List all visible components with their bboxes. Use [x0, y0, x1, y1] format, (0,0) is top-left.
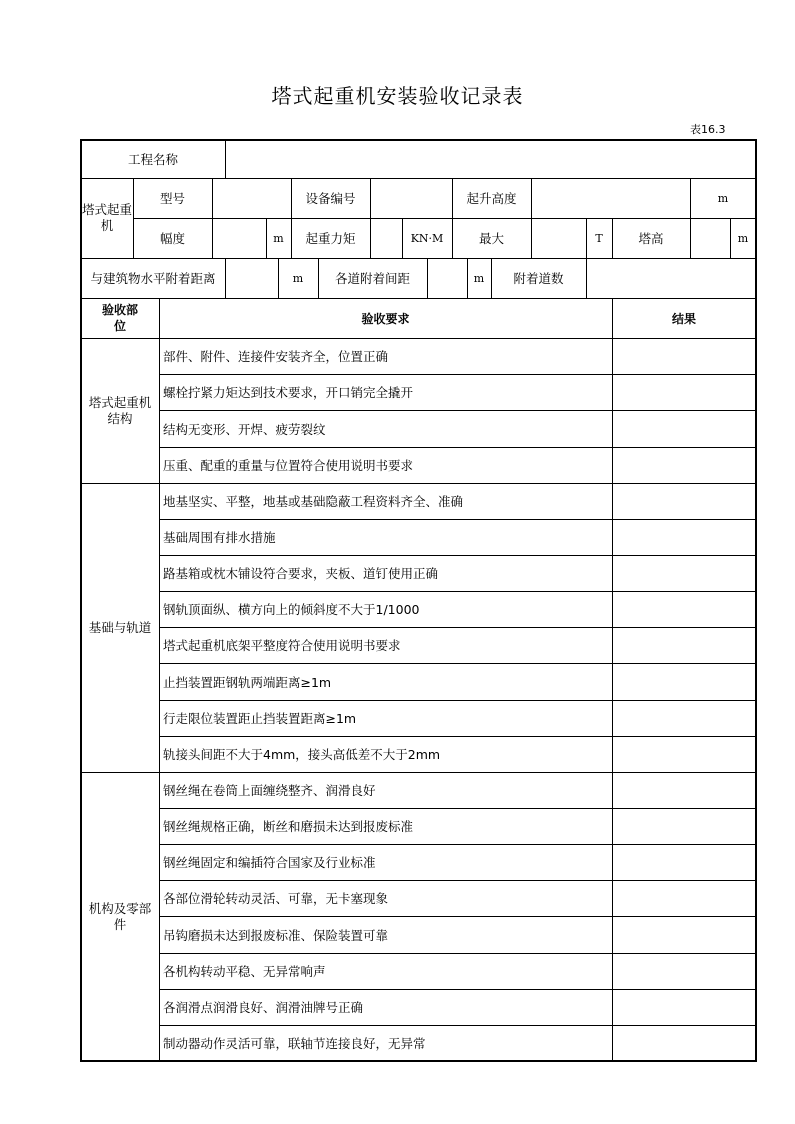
result-cell[interactable]: [612, 1025, 756, 1061]
project-name-label: 工程名称: [127, 152, 178, 167]
max-label: 最大: [478, 231, 504, 246]
grid-line: [159, 1025, 756, 1026]
device-no-field[interactable]: [370, 178, 452, 218]
grid-line: [81, 338, 756, 339]
grid-line: [159, 627, 756, 628]
result-cell[interactable]: [612, 338, 756, 374]
max-unit: T: [595, 231, 603, 245]
grid-line: [225, 258, 226, 298]
radius-label: 幅度: [159, 231, 185, 246]
attach-spacing-field[interactable]: [427, 258, 467, 298]
requirement-item: 塔式起重机底架平整度符合使用说明书要求: [163, 638, 401, 653]
grid-line: [159, 700, 756, 701]
grid-line: [159, 555, 756, 556]
grid-line: [81, 483, 756, 484]
requirement-item: 钢丝绳在卷筒上面缠绕整齐、润滑良好: [163, 783, 376, 798]
result-cell[interactable]: [612, 483, 756, 519]
grid-line: [81, 772, 756, 773]
device-no-label: 设备编号: [305, 191, 356, 206]
radius-unit: m: [273, 231, 284, 245]
grid-line: [586, 218, 587, 258]
requirement-item: 部件、附件、连接件安装齐全，位置正确: [163, 349, 389, 364]
grid-line: [159, 663, 756, 664]
lift-height-field[interactable]: [531, 178, 690, 218]
result-cell[interactable]: [612, 410, 756, 447]
model-field[interactable]: [212, 178, 291, 218]
grid-line: [586, 258, 587, 298]
grid-line: [402, 218, 403, 258]
crane-label: 塔式起重机: [81, 202, 132, 233]
grid-line: [278, 258, 279, 298]
moment-label: 起重力矩: [305, 231, 356, 246]
result-cell[interactable]: [612, 736, 756, 772]
grid-line: [690, 178, 691, 258]
grid-line: [159, 880, 756, 881]
requirement-item: 路基箱或枕木铺设符合要求，夹板、道钉使用正确: [163, 566, 439, 581]
border-left: [80, 139, 82, 1062]
grid-line: [531, 178, 532, 258]
requirement-item: 钢丝绳规格正确，断丝和磨损未达到报废标准: [163, 819, 414, 834]
grid-line: [159, 844, 756, 845]
requirement-item: 基础周围有排水措施: [163, 530, 276, 545]
attach-distance-unit: m: [292, 271, 304, 285]
grid-line: [452, 178, 453, 258]
result-cell[interactable]: [612, 555, 756, 591]
section-name: 机构及零部件: [88, 900, 152, 932]
grid-line: [133, 218, 756, 219]
part-header: 验收部位: [101, 303, 138, 333]
requirement-item: 压重、配重的重量与位置符合使用说明书要求: [163, 458, 414, 473]
requirement-item: 各机构转动平稳、无异常响声: [163, 964, 326, 979]
result-cell[interactable]: [612, 916, 756, 953]
attach-spacing-label: 各道附着间距: [334, 271, 410, 286]
grid-line: [491, 258, 492, 298]
moment-unit: KN·M: [410, 231, 444, 245]
grid-line: [318, 258, 319, 298]
tower-height-label: 塔高: [638, 231, 664, 246]
radius-field[interactable]: [212, 218, 266, 258]
grid-line: [159, 808, 756, 809]
requirement-item: 轨接头间距不大于4mm，接头高低差不大于2mm: [163, 747, 441, 762]
grid-line: [133, 178, 134, 258]
result-cell[interactable]: [612, 519, 756, 555]
attach-count-field[interactable]: [586, 258, 756, 298]
grid-line: [225, 140, 226, 178]
lift-height-label: 起升高度: [466, 191, 517, 206]
table-number: 表16.3: [690, 123, 726, 136]
requirement-item: 各润滑点润滑良好、润滑油牌号正确: [163, 1000, 364, 1015]
grid-line: [730, 218, 731, 258]
border-bottom: [80, 1060, 757, 1062]
result-cell[interactable]: [612, 663, 756, 700]
grid-line: [427, 258, 428, 298]
border-right: [755, 139, 757, 1062]
requirement-header: 验收要求: [361, 311, 410, 326]
grid-line: [159, 916, 756, 917]
result-cell[interactable]: [612, 880, 756, 916]
section-name: 塔式起重机结构: [88, 394, 152, 426]
requirement-item: 各部位滑轮转动灵活、可靠，无卡塞现象: [163, 891, 389, 906]
attach-count-label: 附着道数: [513, 271, 564, 286]
moment-field[interactable]: [370, 218, 402, 258]
grid-line: [159, 374, 756, 375]
result-cell[interactable]: [612, 627, 756, 663]
tower-height-field[interactable]: [690, 218, 730, 258]
attach-distance-field[interactable]: [225, 258, 278, 298]
grid-line: [159, 519, 756, 520]
result-cell[interactable]: [612, 808, 756, 844]
grid-line: [370, 178, 371, 258]
max-field[interactable]: [531, 218, 586, 258]
grid-line: [612, 298, 613, 1061]
result-cell[interactable]: [612, 953, 756, 989]
result-header: 结果: [671, 311, 696, 326]
lift-height-unit: m: [717, 191, 729, 205]
requirement-item: 止挡装置距钢轨两端距离≥1m: [163, 674, 332, 690]
project-name-field[interactable]: [225, 140, 756, 178]
grid-line: [159, 298, 160, 1061]
result-cell[interactable]: [612, 989, 756, 1025]
tower-height-unit: m: [737, 231, 749, 245]
requirement-item: 结构无变形、开焊、疲劳裂纹: [163, 421, 326, 437]
result-cell[interactable]: [612, 447, 756, 483]
grid-line: [81, 178, 756, 179]
requirement-item: 钢轨顶面纵、横方向上的倾斜度不大于1/1000: [163, 602, 420, 617]
grid-line: [81, 298, 756, 299]
grid-line: [159, 989, 756, 990]
grid-line: [291, 178, 292, 258]
grid-line: [81, 258, 756, 259]
requirement-item: 螺栓拧紧力矩达到技术要求，开口销完全撬开: [163, 385, 414, 400]
model-label: 型号: [159, 191, 185, 206]
page-title: 塔式起重机安装验收记录表: [271, 84, 524, 108]
grid-line: [212, 178, 213, 258]
attach-spacing-unit: m: [473, 271, 485, 285]
result-cell[interactable]: [612, 772, 756, 808]
grid-line: [159, 736, 756, 737]
section-name: 基础与轨道: [88, 619, 152, 635]
grid-line: [159, 591, 756, 592]
border-top: [80, 139, 757, 141]
requirement-item: 吊钩磨损未达到报废标准、保险装置可靠: [163, 927, 389, 943]
grid-line: [159, 953, 756, 954]
result-cell[interactable]: [612, 844, 756, 880]
result-cell[interactable]: [612, 591, 756, 627]
requirement-item: 钢丝绳固定和编插符合国家及行业标准: [163, 855, 376, 870]
grid-line: [612, 218, 613, 258]
result-cell[interactable]: [612, 700, 756, 736]
grid-line: [159, 447, 756, 448]
result-cell[interactable]: [612, 374, 756, 410]
grid-line: [467, 258, 468, 298]
requirement-item: 行走限位装置距止挡装置距离≥1m: [163, 711, 357, 726]
attach-distance-label: 与建筑物水平附着距离: [90, 271, 216, 286]
requirement-item: 制动器动作灵活可靠，联轴节连接良好，无异常: [163, 1036, 426, 1051]
grid-line: [266, 218, 267, 258]
grid-line: [159, 410, 756, 411]
requirement-item: 地基坚实、平整，地基或基础隐蔽工程资料齐全、准确: [163, 494, 464, 509]
